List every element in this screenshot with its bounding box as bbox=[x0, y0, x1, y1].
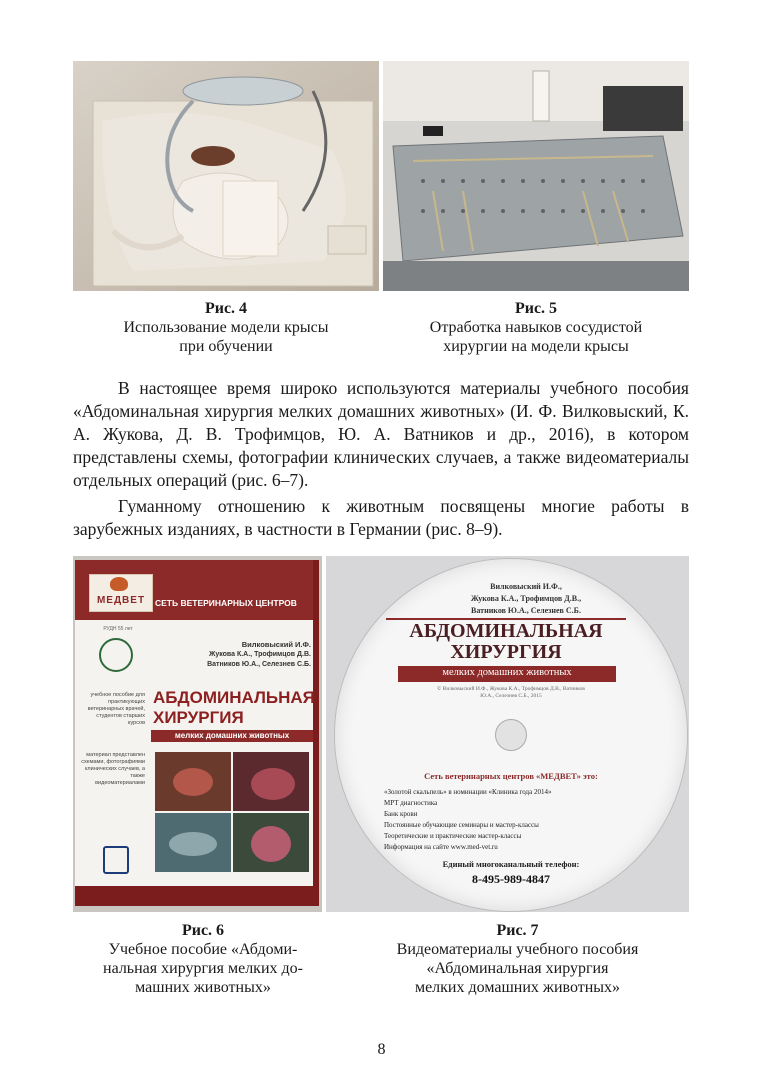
figure-4-caption bbox=[73, 299, 379, 356]
disc-item-6: Информация на сайте www.med-vet.ru bbox=[384, 843, 498, 851]
figure-7-number: Рис. 7 bbox=[496, 922, 539, 939]
cover-title-2: ХИРУРГИЯ bbox=[153, 708, 244, 727]
univ-label: РУДН 55 лет bbox=[103, 626, 133, 632]
disc-subtitle: мелких домашних животных bbox=[442, 667, 572, 678]
university-emblem-icon bbox=[99, 638, 133, 672]
disc-item-5: Теоретические и практические мастер-классы bbox=[384, 832, 522, 840]
figure-5-number: Рис. 5 bbox=[514, 300, 558, 317]
cover-note-2: материал представлен схемами, фотографиями клинических случаев, а также видеоматериалами bbox=[81, 752, 145, 786]
caption-line: Видеоматериалы учебного пособия bbox=[396, 941, 639, 958]
caption-line: «Абдоминальная хирургия bbox=[426, 960, 609, 977]
figure-6-photo bbox=[73, 556, 322, 912]
caption-line: машних животных» bbox=[135, 979, 271, 996]
caption-line: мелких домашних животных» bbox=[414, 979, 621, 996]
disc-item-4: Постоянные обучающие семинары и мастер-классы bbox=[384, 821, 539, 829]
caption-line: Учебное пособие «Абдоми- bbox=[108, 941, 298, 958]
caption-line: при обучении bbox=[179, 338, 273, 355]
page-number: 8 bbox=[377, 1041, 386, 1058]
disc-author-2: Жукова К.А., Трофимцов Д.В., bbox=[470, 594, 582, 603]
figure-6-number: Рис. 6 bbox=[181, 922, 225, 939]
disc-title-2: ХИРУРГИЯ bbox=[450, 641, 562, 663]
caption-line: хирургии на модели крысы bbox=[443, 338, 629, 355]
figure-4-photo bbox=[73, 61, 379, 291]
figure-5-photo bbox=[383, 61, 689, 291]
cover-subtitle: мелких домашних животных bbox=[174, 731, 290, 740]
disc-phone-label: Единый многоканальный телефон: bbox=[442, 859, 580, 869]
medvet-brand: МЕДВЕТ bbox=[96, 595, 146, 606]
cover-author-2: Жукова К.А., Трофимцов Д.В. bbox=[209, 651, 311, 658]
cover-note: учебное пособие для практикующих ветеринарных врачей, студентов старших курсов bbox=[87, 692, 145, 726]
disc-network-title: Сеть ветеринарных центров «МЕДВЕТ» это: bbox=[424, 771, 598, 781]
cover-title-1: АБДОМИНАЛЬНАЯ bbox=[153, 688, 315, 707]
disc-item-2: МРТ диагностика bbox=[384, 799, 438, 807]
disc-item-3: Банк крови bbox=[384, 810, 418, 818]
body-paragraph-1: В настоящее время широко используются материалы учебного пособия «Абдоминальная хирургия мелких домашних животных» (И. Ф. Вилковыский, К. А. Жукова, Д. В. Трофимцов, Ю. А. Ватников и др., 2016), в котором представлены схемы, фотографии клинических случаев, а также видеоматериалы отдельных операций (рис. 6–7). bbox=[73, 378, 689, 490]
cover-author-3: Ватников Ю.А., Селезнев С.Б. bbox=[207, 661, 311, 668]
disc-author-3: Ватников Ю.А., Селезнев С.Б. bbox=[471, 606, 581, 615]
body-paragraph-2: Гуманному отношению к животным посвящены многие работы в зарубежных изданиях, в частности в Германии (рис. 8–9). bbox=[73, 496, 689, 539]
caption-line: нальная хирургия мелких до- bbox=[103, 960, 303, 977]
figure-6-caption bbox=[73, 921, 333, 997]
figure-5-caption bbox=[383, 299, 689, 356]
disc-title-1: АБДОМИНАЛЬНАЯ bbox=[409, 620, 603, 642]
cover-author-1: Вилковыский И.Ф. bbox=[241, 640, 311, 649]
caption-line: Отработка навыков сосудистой bbox=[429, 319, 643, 336]
medvet-logo bbox=[89, 574, 153, 612]
cover-photo-collage bbox=[155, 752, 309, 872]
publisher-logo-icon bbox=[103, 846, 129, 874]
figure-4-number: Рис. 4 bbox=[204, 300, 248, 317]
disc-item-1: «Золотой скальпель» в номинации «Клиника года 2014» bbox=[384, 788, 552, 796]
disc-copyright: © Вилковыский И.Ф., Жукова К.А., Трофимцов Д.В., Ватников Ю.А., Селезнев С.Б., 2015 bbox=[437, 686, 585, 699]
cover-network: СЕТЬ ВЕТЕРИНАРНЫХ ЦЕНТРОВ bbox=[155, 598, 297, 608]
figure-7-photo bbox=[326, 556, 689, 912]
figure-7-caption bbox=[346, 921, 689, 997]
disc-phone: 8-495-989-4847 bbox=[472, 872, 550, 886]
caption-line: Использование модели крысы bbox=[123, 319, 329, 336]
disc-author-1: Вилковыский И.Ф., bbox=[490, 582, 562, 591]
